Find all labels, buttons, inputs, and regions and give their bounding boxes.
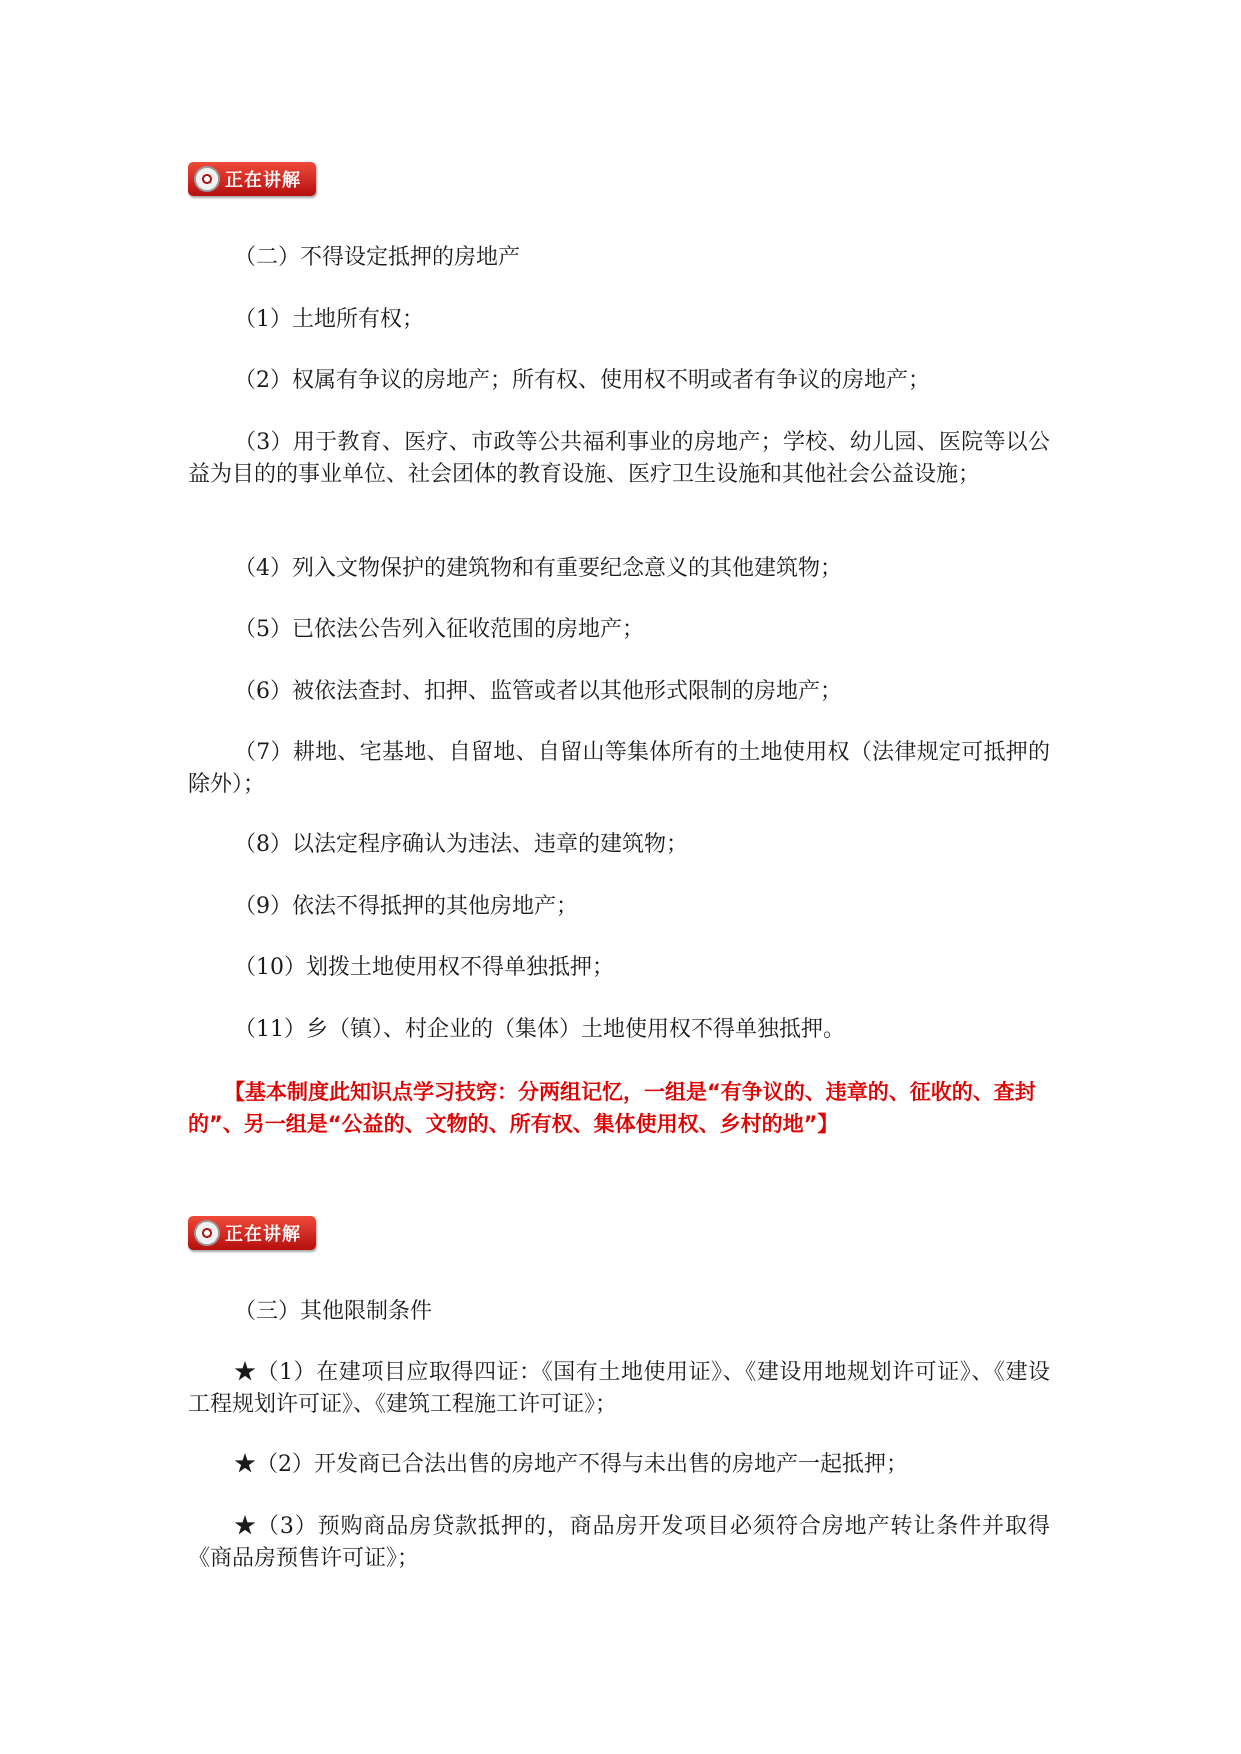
section2-heading: （二）不得设定抵押的房地产: [234, 245, 521, 270]
list-item: （11）乡（镇）、村企业的（集体）土地使用权不得单独抵押。: [234, 1017, 845, 1042]
disc-icon: [194, 166, 220, 192]
list-item: （10）划拨土地使用权不得单独抵押；: [234, 955, 614, 980]
list-item: （5）已依法公告列入征收范围的房地产；: [234, 617, 644, 642]
list-item: （7）耕地、宅基地、自留地、自留山等集体所有的土地使用权（法律规定可抵押的除外）；: [188, 740, 1050, 797]
list-item: （1）土地所有权；: [234, 307, 424, 332]
list-item: （2）权属有争议的房地产；所有权、使用权不明或者有争议的房地产；: [234, 368, 930, 393]
now-explaining-badge[interactable]: [188, 162, 316, 196]
badge-label: 正在讲解: [225, 1224, 301, 1245]
list-item: （8）以法定程序确认为违法、违章的建筑物；: [234, 832, 688, 857]
list-item: （4）列入文物保护的建筑物和有重要纪念意义的其他建筑物；: [234, 556, 842, 581]
list-item: （9）依法不得抵押的其他房地产；: [234, 894, 578, 919]
badge-label: 正在讲解: [225, 170, 301, 191]
list-item: ★（1）在建项目应取得四证：《国有土地使用证》、《建设用地规划许可证》、《建设工程规划许可证》、《建筑工程施工许可证》；: [188, 1360, 1050, 1417]
section3-heading: （三）其他限制条件: [234, 1299, 433, 1324]
list-item: ★（2）开发商已合法出售的房地产不得与未出售的房地产一起抵押；: [234, 1452, 908, 1477]
study-tip: 【基本制度此知识点学习技窍：分两组记忆，一组是“有争议的、违章的、征收的、查封的”、另一组是“公益的、文物的、所有权、集体使用权、乡村的地”】: [188, 1080, 1036, 1136]
list-item: ★（3）预购商品房贷款抵押的，商品房开发项目必须符合房地产转让条件并取得《商品房预售许可证》；: [188, 1514, 1050, 1571]
disc-icon: [194, 1220, 220, 1246]
list-item: （6）被依法查封、扣押、监管或者以其他形式限制的房地产；: [234, 679, 842, 704]
list-item: （3）用于教育、医疗、市政等公共福利事业的房地产；学校、幼儿园、医院等以公益为目的的事业单位、社会团体的教育设施、医疗卫生设施和其他社会公益设施；: [188, 430, 1050, 487]
now-explaining-badge[interactable]: [188, 1216, 316, 1250]
